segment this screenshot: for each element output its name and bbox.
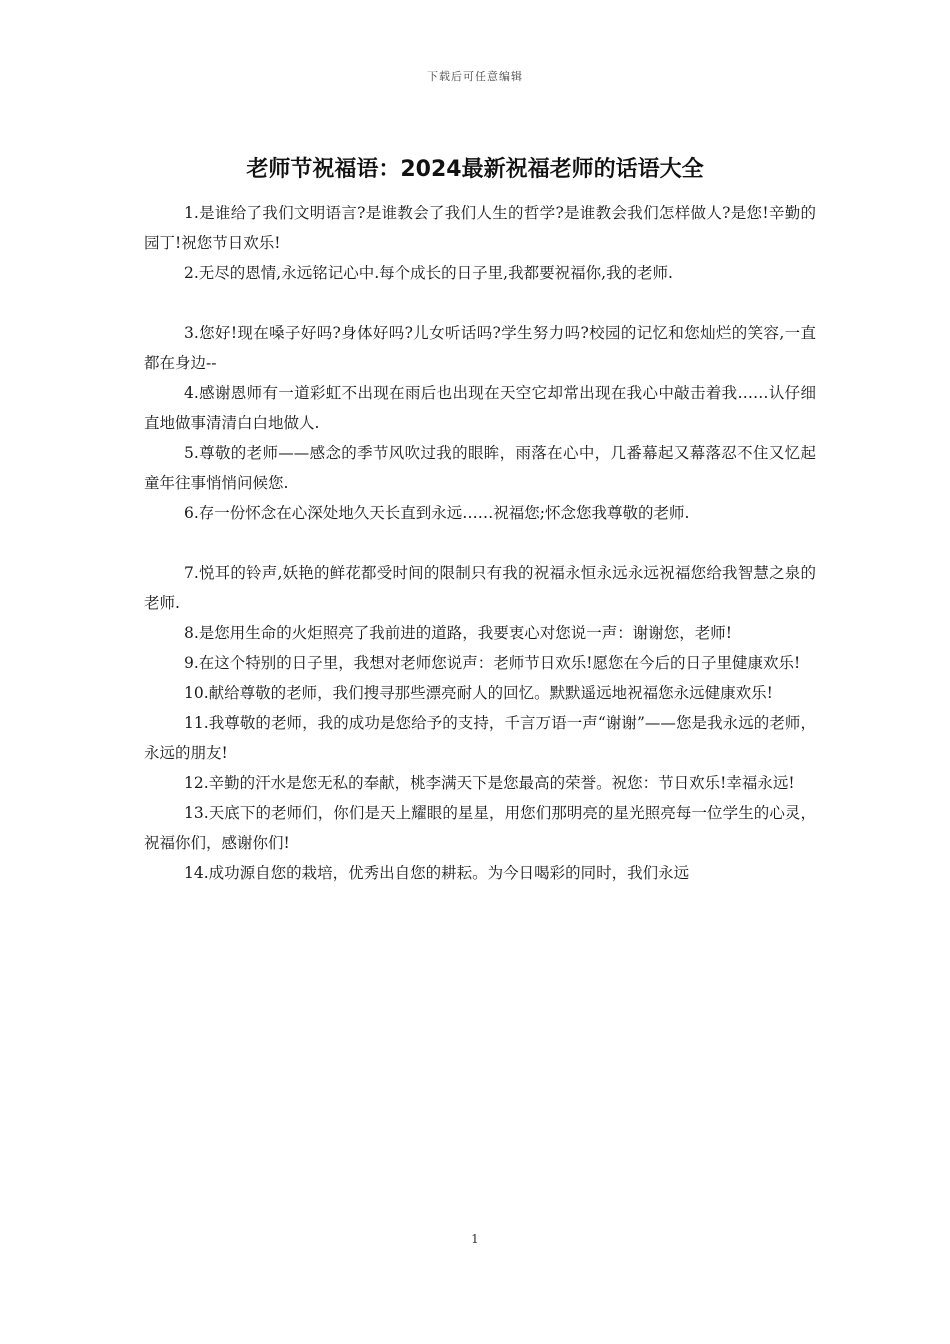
paragraph-1: 1.是谁给了我们文明语言?是谁教会了我们人生的哲学?是谁教会我们怎样做人?是您!辛勤的园丁!祝您节日欢乐! (144, 204, 816, 252)
paragraph-13: 13.天底下的老师们，你们是天上耀眼的星星，用您们那明亮的星光照亮每一位学生的心灵，祝福你们，感谢你们! (144, 804, 816, 852)
paragraph-10: 10.献给尊敬的老师，我们搜寻那些漂亮耐人的回忆。默默遥远地祝福您永远健康欢乐! (184, 684, 773, 702)
page-number: 1 (471, 1232, 479, 1246)
paragraph-12: 12.辛勤的汗水是您无私的奉献，桃李满天下是您最高的荣誉。祝您：节日欢乐!幸福永远! (184, 774, 795, 792)
document-body (144, 198, 816, 888)
paragraph-7: 7.悦耳的铃声,妖艳的鲜花都受时间的限制只有我的祝福永恒永远永远祝福您给我智慧之泉的老师. (144, 564, 816, 612)
paragraph-6: 6.存一份怀念在心深处地久天长直到永远……祝福您;怀念您我尊敬的老师. (184, 504, 690, 522)
paragraph-11: 11.我尊敬的老师，我的成功是您给予的支持，千言万语一声“谢谢”——您是我永远的老师，永远的朋友! (144, 714, 816, 762)
document-title: 老师节祝福语：2024最新祝福老师的话语大全 (246, 157, 704, 182)
paragraph-3: 3.您好!现在嗓子好吗?身体好吗?儿女听话吗?学生努力吗?校园的记忆和您灿烂的笑容,一直都在身边-- (144, 324, 816, 372)
paragraph-8: 8.是您用生命的火炬照亮了我前进的道路，我要衷心对您说一声：谢谢您，老师! (184, 624, 733, 642)
paragraph-5: 5.尊敬的老师——感念的季节风吹过我的眼眸，雨落在心中，几番幕起又幕落忍不住又忆起童年往事悄悄问候您. (144, 444, 816, 492)
paragraph-9: 9.在这个特别的日子里，我想对老师您说声：老师节日欢乐!愿您在今后的日子里健康欢乐! (184, 654, 801, 672)
paragraph-14: 14.成功源自您的栽培，优秀出自您的耕耘。为今日喝彩的同时，我们永远 (184, 864, 690, 882)
download-note: 下载后可任意编辑 (427, 70, 523, 83)
paragraph-2: 2.无尽的恩情,永远铭记心中.每个成长的日子里,我都要祝福你,我的老师. (184, 264, 673, 282)
paragraph-4: 4.感谢恩师有一道彩虹不出现在雨后也出现在天空它却常出现在我心中敲击着我……认仔细直地做事清清白白地做人. (144, 384, 816, 432)
